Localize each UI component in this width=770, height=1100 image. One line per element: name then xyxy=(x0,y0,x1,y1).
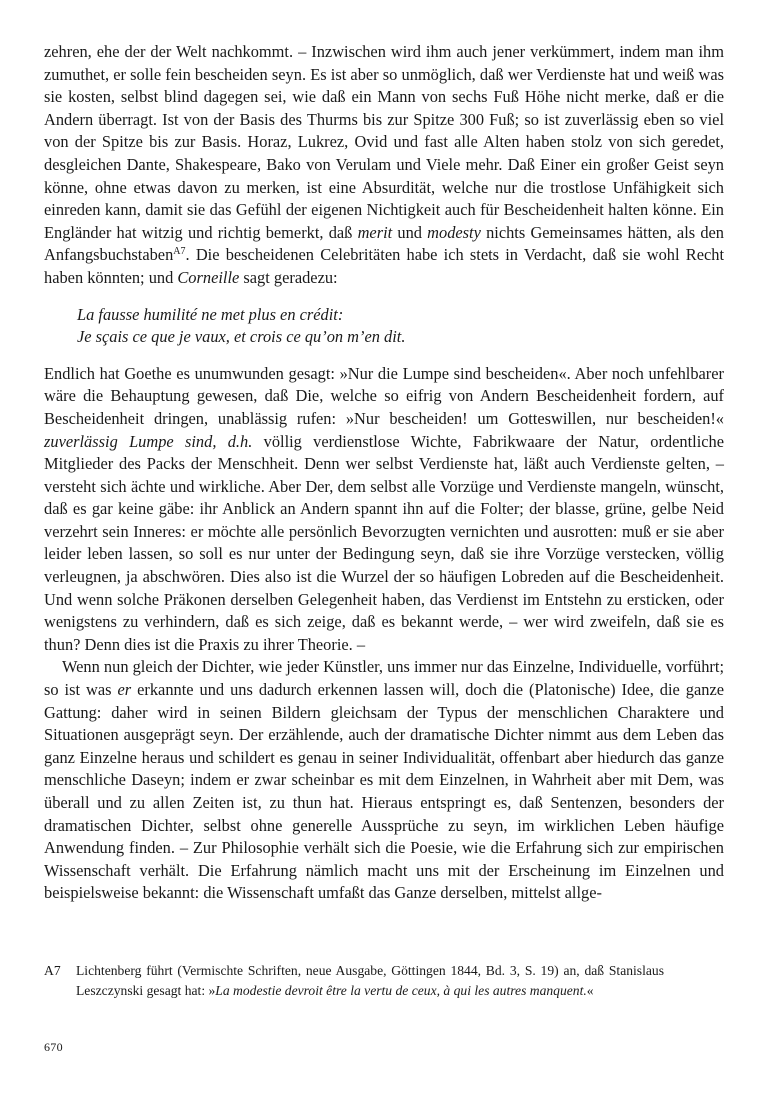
paragraph-2-part-1: Endlich hat Goethe es unumwunden gesagt: »Nur die Lumpe sind bescheiden«. Aber noch unfehlbarer wäre die Behauptung gewesen, daß Die, welche so eifrig von Andern Bescheidenheit fordern, auf Bescheidenheit dringen, unablässig rufen: »Nur bescheiden! um Gotteswillen, nur bescheiden!« xyxy=(44,363,724,428)
footnote-text-plain: Lichtenberg führt (Vermischte Schriften, neue Ausgabe, Göttingen 1844, Bd. 3, S. 19) an, daß Stanislaus Leszczynski gesagt hat: » xyxy=(76,963,664,998)
paragraph-3-part-1: Wenn nun gleich der Dichter, wie jeder Künstler, uns immer nur das Einzelne, Individuelle, vorführt; so ist was xyxy=(44,657,724,700)
footnote-close-quote: « xyxy=(586,983,594,998)
paragraph-2 xyxy=(44,363,724,657)
footnote-text xyxy=(76,961,664,1001)
paragraph-1-part-4: sagt geradezu: xyxy=(239,267,338,287)
quote-line-2: Je sçais ce que je vaux, et crois ce qu’on m’en dit. xyxy=(77,327,406,347)
paragraph-1-part-3: . Die bescheidenen Celebritäten habe ich stets in Verdacht, daß sie wohl Recht haben könnten; und xyxy=(44,245,724,287)
page-number: 670 xyxy=(44,1040,63,1054)
footnote-mark: A7 xyxy=(44,963,61,978)
footnote-a7 xyxy=(44,961,664,1001)
paragraph-3 xyxy=(44,656,724,905)
word-modesty: modesty xyxy=(427,222,481,242)
paragraph-1-part-1: zehren, ehe der der Welt nachkommt. – Inzwischen wird ihm auch jener verkümmert, indem man ihm zumuthet, er solle fein bescheiden seyn. Es ist aber so unmöglich, daß wer Verdienste hat und weiß was sie kosten, selbst blind dagegen sei, wie daß ein Mann von sechs Fuß Höhe nicht merke, daß er die Andern überragt. Ist von der Basis des Thurms bis zur Spitze 300 Fuß; so ist zuverlässig eben so viel von der Spitze bis zur Basis. Horaz, Lukrez, Ovid und fast alle Alten haben stolz von sich geredet, desgleichen Dante, Shakespeare, Bako von Verulam und Viele mehr. Daß Einer ein großer Geist seyn könne, ohne etwas davon zu merken, ist eine Absurdität, welche nur die trostlose Unfähigkeit sich einreden kann, damit sie das Gefühl der eigenen Nichtigkeit auch für Bescheidenheit halten könne. Ein Engländer hat witzig und richtig bemerkt, daß xyxy=(44,42,724,242)
word-merit: merit xyxy=(357,222,393,242)
word-er: er xyxy=(117,680,132,700)
name-corneille: Corneille xyxy=(177,267,240,287)
paragraph-1 xyxy=(44,41,724,290)
footnote-reference[interactable]: A7 xyxy=(173,246,186,258)
word-und: und xyxy=(392,222,428,242)
french-quote xyxy=(77,304,724,349)
paragraph-3-part-2: erkannte und uns dadurch erkennen lassen will, doch die (Platonische) Idee, die ganze Gattung: daher wird in seinen Bildern gleichsam der Typus der menschlichen Charaktere und Situationen ausgeprägt seyn. Der erzählende, auch der dramatische Dichter nimmt aus dem Leben das ganz Einzelne heraus und schildert es genau in seiner Individualität, offenbart aber hiedurch das ganze menschliche Daseyn; indem er zwar scheinbar es mit dem Einzelnen, in Wahrheit aber mit Dem, was überall und zu allen Zeiten ist, zu thun hat. Hieraus entspringt es, daß Sentenzen, besonders der dramatischen Dichter, selbst ohne generelle Aussprüche zu seyn, im wirklichen Leben häufige Anwendung finden. – Zur Philosophie verhält sich die Poesie, wie die Erfahrung sich zur empirischen Wissenschaft verhält. Die Erfahrung nämlich macht uns mit der Erscheinung im Einzelnen und beispielsweise bekannt: die Wissenschaft umfaßt das Ganze derselben, mittelst allge- xyxy=(44,680,725,903)
paragraph-1-part-2: nichts Gemeinsames hätten, als den Anfangsbuchstaben xyxy=(44,222,724,265)
footnote-text-italic: La modestie devroit être la vertu de ceux, à qui les autres manquent. xyxy=(215,983,587,998)
quote-line-1: La fausse humilité ne met plus en crédit: xyxy=(77,304,344,324)
paragraph-2-part-2: völlig verdienstlose Wichte, Fabrikwaare der Natur, ordentliche Mitglieder des Packs der Menschheit. Denn wer selbst Verdienste hat, läßt auch Verdienste gelten, – versteht sich ächte und wirkliche. Aber Der, dem selbst alle Vorzüge und Verdienste mangeln, wünscht, daß es gar keine gäbe: ihr Anblick an Andern spannt ihn auf die Folter; der blasse, grüne, gelbe Neid verzehrt sein Inneres: er möchte alle persönlich Bevorzugten vernichten und ausrotten: muß er sie aber leider leben lassen, so soll es nur unter der Bedingung seyn, daß sie ihre Vorzüge verstecken, völlig verleugnen, ja abschwören. Dies also ist die Wurzel der so häufigen Lobreden auf die Bescheidenheit. Und wenn solche Präkonen derselben Gelegenheit haben, das Verdienst im Entstehn zu ersticken, oder wenigstens zu verhindern, daß es sich zeige, daß es bekannt werde, – wer wird zweifeln, daß sie es thun? Denn dies ist die Praxis zu ihrer Theorie. – xyxy=(44,431,724,654)
paragraph-2-italic: zuverlässig Lumpe sind, d.h. xyxy=(44,431,253,451)
main-text xyxy=(44,41,724,905)
